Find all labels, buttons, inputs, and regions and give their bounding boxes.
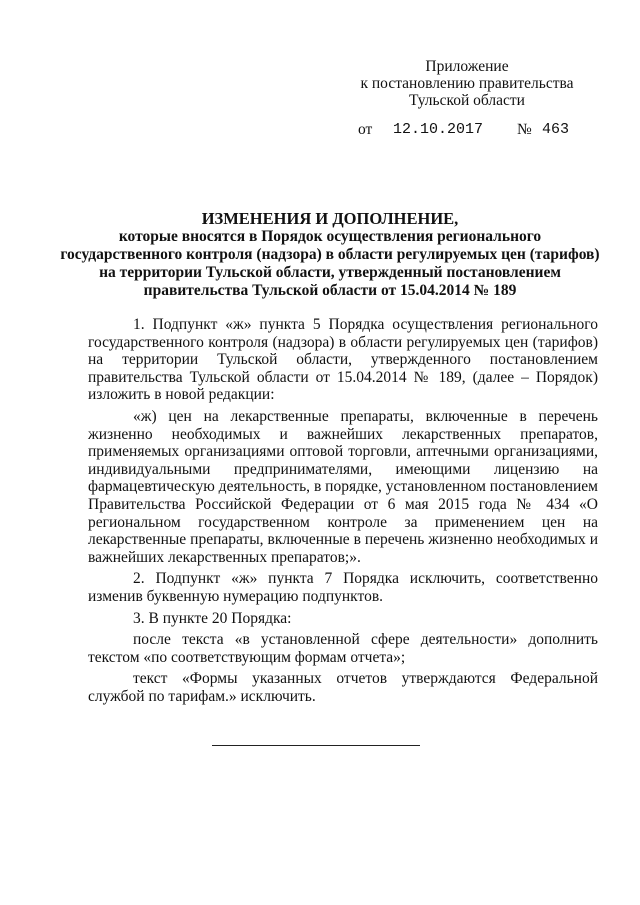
paragraph-1: 1. Подпункт «ж» пункта 5 Порядка осуществления регионального государственного контроля (надзора) в области регулируемых цен (тарифов) на территории Тульской области, утвержденного постановлением правительства Тульской области от 15.04.2014 № 189, (далее – Порядок) изложить в новой редакции: <box>88 316 598 404</box>
appendix-line-1: Приложение <box>425 58 509 75</box>
closing-divider <box>212 745 420 746</box>
date-label: от <box>358 121 373 138</box>
document-date: 12.10.2017 <box>393 121 484 138</box>
paragraph-6: текст «Формы указанных отчетов утверждаются Федеральной службой по тарифам.» исключить. <box>88 670 598 705</box>
paragraph-3: 2. Подпункт «ж» пункта 7 Порядка исключить, соответственно изменив буквенную нумерацию подпунктов. <box>88 570 598 605</box>
number-label: № <box>517 121 532 138</box>
paragraph-5: после текста «в установленной сфере деятельности» дополнить текстом «по соответствующим формам отчета»; <box>88 631 598 666</box>
paragraph-2: «ж) цен на лекарственные препараты, включенные в перечень жизненно необходимых и важнейших лекарственных препаратов, применяемых организациями оптовой торговли, аптечными организациями, индивидуальными предпринимателями, имеющими лицензию на фармацевтическую деятельность, в порядке, установленном постановлением Правительства Российской Федерации от 6 мая 2015 года № 434 «О региональном государственном контроле за применением цен на лекарственные препараты, включенные в перечень жизненно необходимых и важнейших лекарственных препаратов;». <box>88 407 598 566</box>
paragraph-4: 3. В пункте 20 Порядка: <box>133 609 292 627</box>
appendix-line-3: Тульской области <box>409 92 525 109</box>
document-number: 463 <box>542 121 570 138</box>
document-title <box>60 210 600 300</box>
title-subheading: которые вносятся в Порядок осуществления регионального государственного контроля (надзора) в области регулируемых цен (тарифов) на территории Тульской области, утвержденный постановлением правительства Тульской области от 15.04.2014 № 189 <box>60 228 600 299</box>
document-body <box>88 316 598 705</box>
appendix-header <box>352 58 582 109</box>
title-heading: ИЗМЕНЕНИЯ И ДОПОЛНЕНИЕ, <box>201 209 459 228</box>
appendix-line-2: к постановлению правительства <box>360 75 574 92</box>
